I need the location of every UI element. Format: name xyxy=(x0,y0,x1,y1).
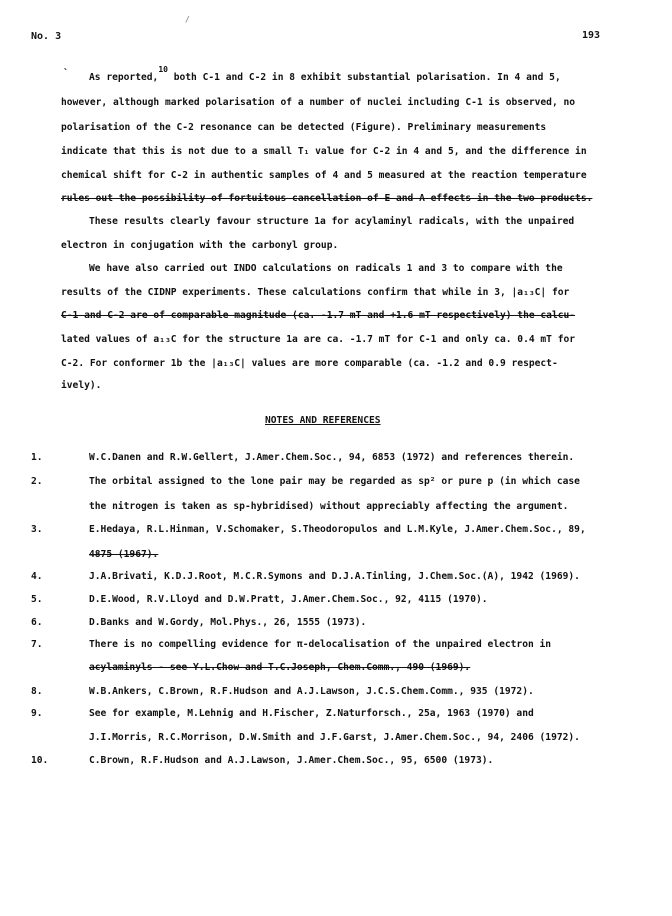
stray-mark: / xyxy=(185,15,190,24)
body-line: ively). xyxy=(61,380,102,391)
reference-number: 10. xyxy=(31,755,49,766)
citation-superscript: 10 xyxy=(158,65,168,74)
reference-text: D.Banks and W.Gordy, Mol.Phys., 26, 1555 (1973). xyxy=(89,617,367,628)
notes-heading: NOTES AND REFERENCES xyxy=(265,415,381,426)
reference-text: C.Brown, R.F.Hudson and A.J.Lawson, J.Amer.Chem.Soc., 95, 6500 (1973). xyxy=(89,755,494,766)
reference-text: the nitrogen is taken as sp-hybridised) without appreciably affecting the argument. xyxy=(89,501,569,512)
reference-number: 5. xyxy=(31,594,43,605)
body-line: lated values of a₁₃C for the structure 1a are ca. -1.7 mT for C-1 and only ca. 0.4 mT for xyxy=(61,334,576,345)
body-line: results of the CIDNP experiments. These calculations confirm that while in 3, |a₁₃C| for xyxy=(61,287,570,298)
body-line: C-2. For conformer 1b the |a₁₃C| values are more comparable (ca. -1.2 and 0.9 respect- xyxy=(61,358,558,369)
reference-number: 2. xyxy=(31,476,43,487)
body-line: chemical shift for C-2 in authentic samples of 4 and 5 measured at the reaction temperature xyxy=(61,170,587,181)
body-line: however, although marked polarisation of a number of nuclei including C-1 is observed, no xyxy=(61,97,576,108)
body-line-struck: C-1 and C-2 are of comparable magnitude (ca. -1.7 mT and +1.6 mT respectively) the calcu- xyxy=(61,310,576,321)
reference-text: acylaminyls - see Y.L.Chow and T.C.Joseph, Chem.Comm., 490 (1969). xyxy=(89,662,471,673)
reference-text: 4875 (1967). xyxy=(89,549,159,560)
reference-text: There is no compelling evidence for π-delocalisation of the unpaired electron in xyxy=(89,639,552,650)
reference-number: 7. xyxy=(31,639,43,650)
body-line: indicate that this is not due to a small T₁ value for C-2 in 4 and 5, and the difference in xyxy=(61,146,587,157)
reference-text: The orbital assigned to the lone pair may be regarded as sp² or pure p (in which case xyxy=(89,476,580,487)
reference-text: J.A.Brivati, K.D.J.Root, M.C.R.Symons and D.J.A.Tinling, J.Chem.Soc.(A), 1942 (1969). xyxy=(89,571,580,582)
issue-number: No. 3 xyxy=(31,31,62,42)
reference-text: See for example, M.Lehnig and H.Fischer, Z.Naturforsch., 25a, 1963 (1970) and xyxy=(89,708,534,719)
body-line: electron in conjugation with the carbonyl group. xyxy=(61,240,339,251)
reference-text: D.E.Wood, R.V.Lloyd and D.W.Pratt, J.Amer.Chem.Soc., 92, 4115 (1970). xyxy=(89,594,488,605)
body-text: As reported, xyxy=(89,72,159,83)
body-text: both C-1 and C-2 in 8 exhibit substantial polarisation. In 4 and 5, xyxy=(173,72,561,83)
margin-tick: ` xyxy=(63,68,70,79)
reference-text: E.Hedaya, R.L.Hinman, V.Schomaker, S.Theodoropulos and L.M.Kyle, J.Amer.Chem.Soc., 89, xyxy=(89,524,586,535)
body-line: We have also carried out INDO calculations on radicals 1 and 3 to compare with the xyxy=(89,263,563,274)
reference-number: 9. xyxy=(31,708,43,719)
reference-number: 3. xyxy=(31,524,43,535)
reference-number: 1. xyxy=(31,452,43,463)
page-number: 193 xyxy=(582,30,601,41)
body-line xyxy=(89,65,561,84)
reference-text: W.C.Danen and R.W.Gellert, J.Amer.Chem.Soc., 94, 6853 (1972) and references therein. xyxy=(89,452,575,463)
reference-number: 8. xyxy=(31,686,43,697)
reference-number: 6. xyxy=(31,617,43,628)
body-line-struck: rules out the possibility of fortuitous cancellation of E and A effects in the two products. xyxy=(61,193,593,204)
reference-number: 4. xyxy=(31,571,43,582)
body-line: These results clearly favour structure 1a for acylaminyl radicals, with the unpaired xyxy=(89,216,575,227)
body-line: polarisation of the C-2 resonance can be detected (Figure). Preliminary measurements xyxy=(61,122,547,133)
reference-text: J.I.Morris, R.C.Morrison, D.W.Smith and J.F.Garst, J.Amer.Chem.Soc., 94, 2406 (1972). xyxy=(89,732,580,743)
reference-text: W.B.Ankers, C.Brown, R.F.Hudson and A.J.Lawson, J.C.S.Chem.Comm., 935 (1972). xyxy=(89,686,534,697)
